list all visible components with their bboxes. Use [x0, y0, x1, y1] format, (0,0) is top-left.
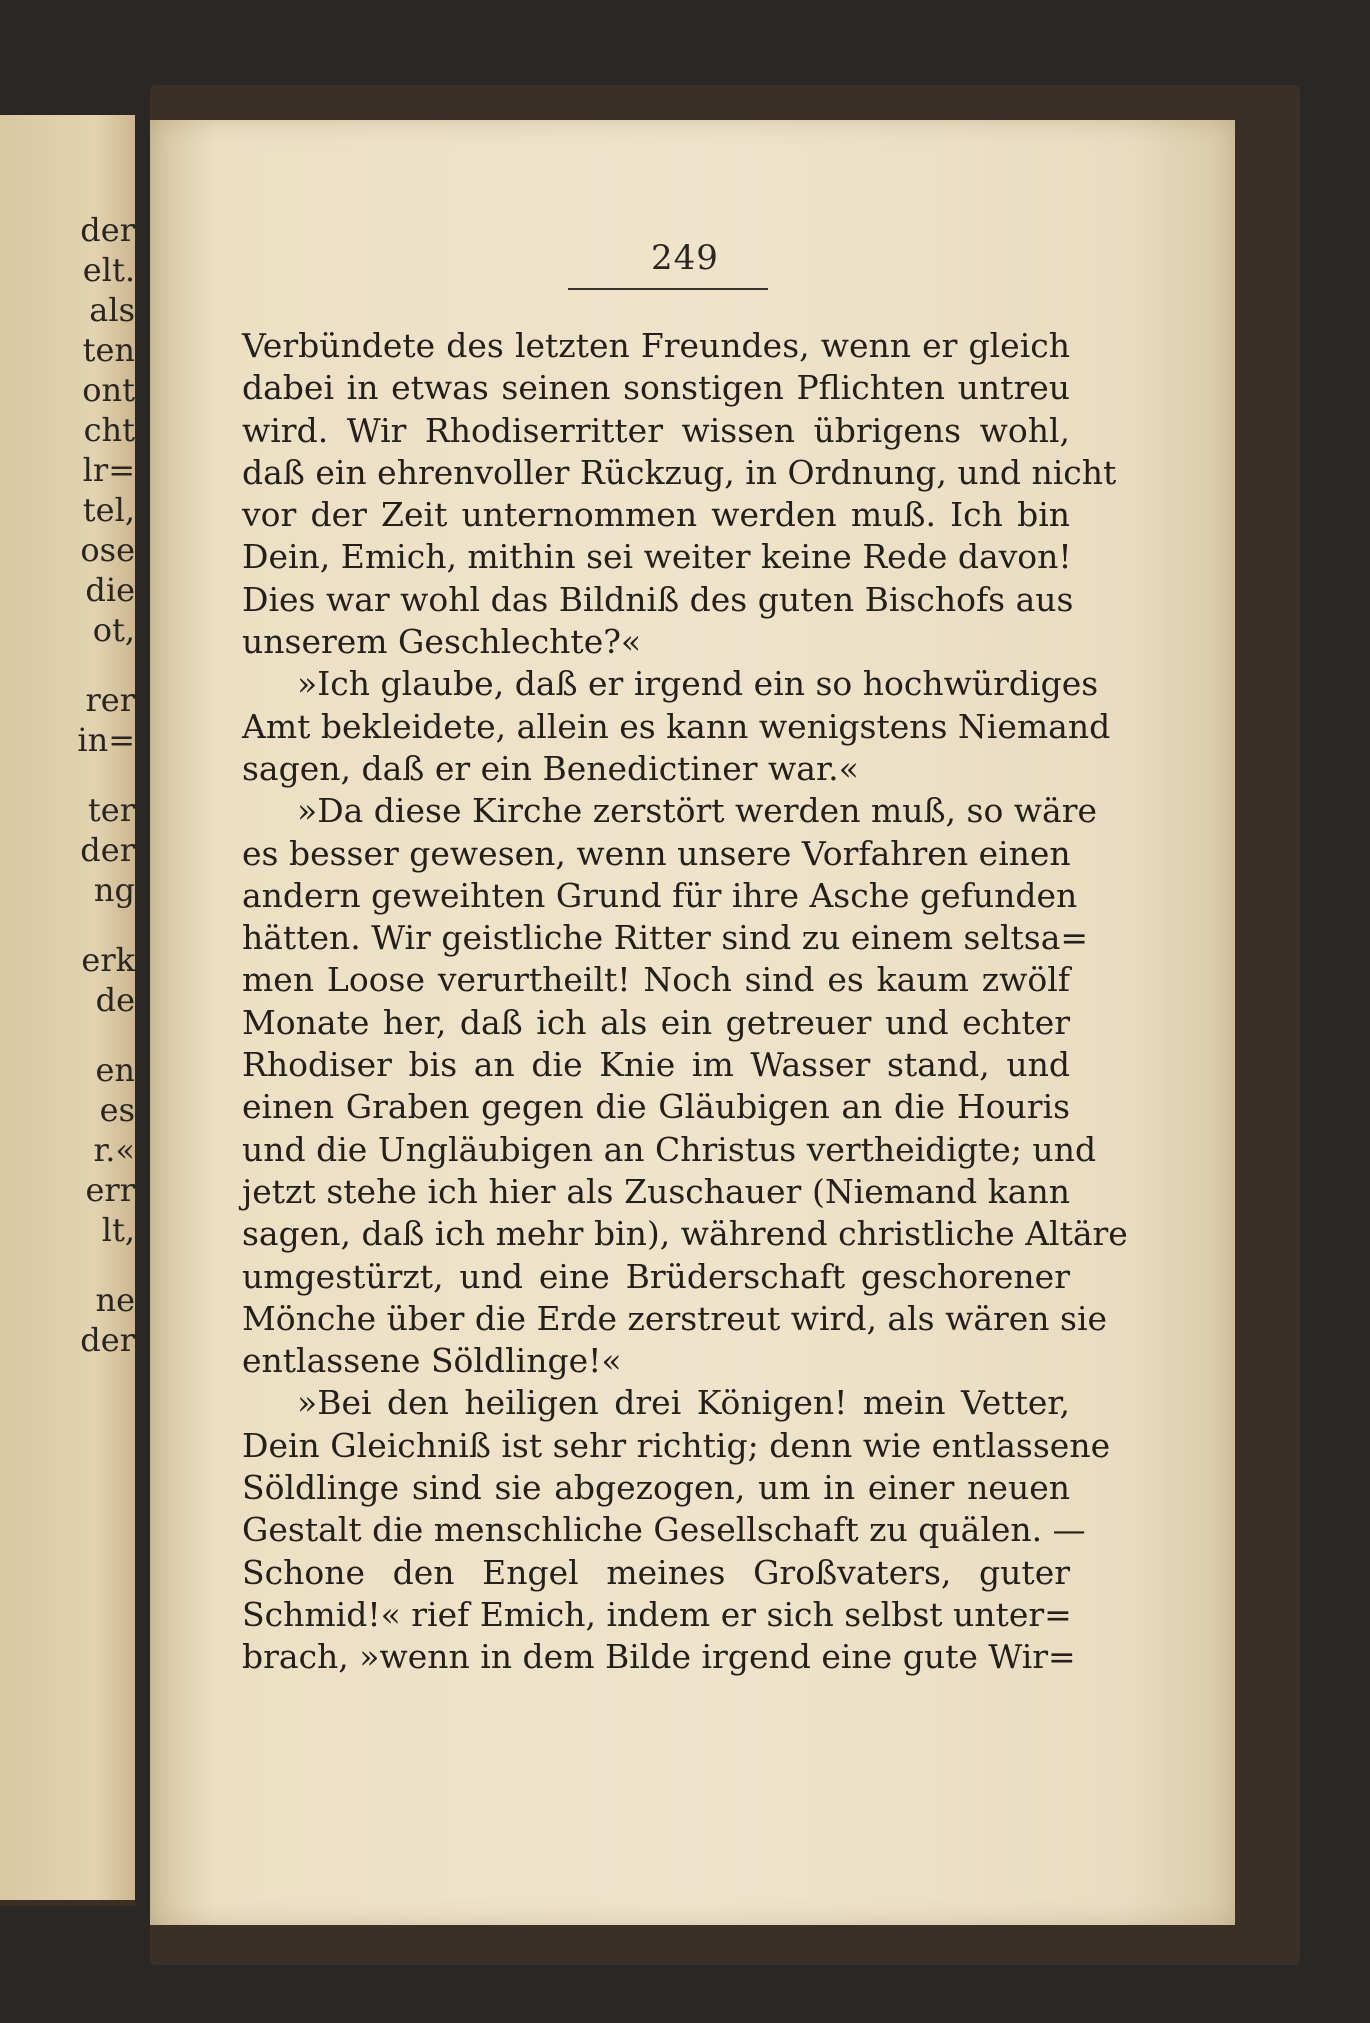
text-line: Schmid!« rief Emich, indem er sich selbst unter=	[242, 1594, 1072, 1634]
text-line: und die Ungläubigen an Christus vertheidigte; und	[242, 1129, 1097, 1169]
text-line: Gestalt die menschliche Gesellschaft zu quälen. —	[242, 1510, 1086, 1550]
left-page-fragment: die	[85, 571, 135, 609]
text-line: hätten. Wir geistliche Ritter sind zu einem seltsa=	[242, 918, 1089, 958]
text-line: Rhodiser bis an die Knie im Wasser stand, und	[242, 1045, 1070, 1085]
left-page-fragment: ot,	[92, 611, 135, 649]
left-page-fragment: der	[80, 211, 135, 249]
left-page-fragment: ter	[87, 791, 135, 829]
text-line: vor der Zeit unternommen werden muß. Ich bin	[242, 495, 1070, 535]
left-page-fragment: en	[95, 1051, 135, 1089]
text-line: daß ein ehrenvoller Rückzug, in Ordnung, und nicht	[242, 452, 1117, 492]
left-page-fragment: es	[99, 1091, 135, 1129]
text-line: sagen, daß er ein Benedictiner war.«	[242, 748, 859, 788]
header-rule	[568, 288, 768, 290]
left-page-fragment: lr=	[82, 451, 135, 489]
text-line: brach, »wenn in dem Bilde irgend eine gute Wir=	[242, 1637, 1076, 1677]
left-page-edge	[0, 115, 135, 1906]
left-page-fragment: ten	[82, 331, 135, 369]
text-line: men Loose verurtheilt! Noch sind es kaum zwölf	[242, 960, 1070, 1000]
text-line: Mönche über die Erde zerstreut wird, als wären sie	[242, 1298, 1108, 1338]
left-page-fragment: ose	[80, 531, 135, 569]
left-page-fragment: ont	[82, 371, 135, 409]
left-page-fragment: r.«	[93, 1131, 135, 1169]
text-line: entlassene Söldlinge!«	[242, 1341, 622, 1381]
left-page-fragment: erk	[81, 941, 135, 979]
left-page-fragment: ng	[93, 871, 135, 909]
text-line: andern geweihten Grund für ihre Asche gefunden	[242, 875, 1078, 915]
text-line: »Bei den heiligen drei Königen! mein Vetter,	[297, 1383, 1070, 1423]
left-page-fragment: der	[80, 1321, 135, 1359]
left-page-fragment: ne	[95, 1281, 135, 1319]
left-page-fragment: rer	[85, 681, 135, 719]
text-line: »Ich glaube, daß er irgend ein so hochwürdiges	[297, 664, 1099, 704]
left-page-fragment: elt.	[82, 251, 135, 289]
text-line: jetzt stehe ich hier als Zuschauer (Niemand kann	[242, 1171, 1070, 1211]
left-page-fragment: lt,	[101, 1211, 135, 1249]
left-page-fragment: tel,	[82, 491, 135, 529]
text-line: Dies war wohl das Bildniß des guten Bischofs aus	[242, 579, 1074, 619]
left-page-fragment: der	[80, 831, 135, 869]
text-line: dabei in etwas seinen sonstigen Pflichten untreu	[242, 368, 1070, 408]
text-line: Söldlinge sind sie abgezogen, um in einer neuen	[242, 1468, 1070, 1508]
text-line: Dein, Emich, mithin sei weiter keine Rede davon!	[242, 537, 1072, 577]
text-line: Dein Gleichniß ist sehr richtig; denn wie entlassene	[242, 1425, 1111, 1465]
text-line: Verbündete des letzten Freundes, wenn er gleich	[242, 326, 1070, 365]
text-line: sagen, daß ich mehr bin), während christliche Altäre	[242, 1214, 1128, 1254]
text-line: Schone den Engel meines Großvaters, guter	[242, 1552, 1070, 1592]
text-line: unserem Geschlechte?«	[242, 622, 642, 662]
text-line: einen Graben gegen die Gläubigen an die Houris	[242, 1087, 1070, 1127]
left-page-fragment: err	[85, 1171, 135, 1209]
left-page-fragment: cht	[83, 411, 135, 449]
text-line: »Da diese Kirche zerstört werden muß, so wäre	[297, 791, 1098, 831]
text-line: wird. Wir Rhodiserritter wissen übrigens wohl,	[242, 410, 1070, 450]
page-number: 249	[651, 238, 719, 278]
left-page-fragment: de	[95, 981, 135, 1019]
body-text	[242, 325, 1128, 1679]
left-page-fragment: als	[89, 291, 135, 329]
text-line: es besser gewesen, wenn unsere Vorfahren einen	[242, 833, 1071, 873]
text-line: umgestürzt, und eine Brüderschaft geschorener	[242, 1256, 1070, 1296]
left-page-fragment: in=	[77, 721, 135, 759]
text-line: Monate her, daß ich als ein getreuer und echter	[242, 1002, 1070, 1042]
text-line: Amt bekleidete, allein es kann wenigstens Niemand	[242, 706, 1111, 746]
